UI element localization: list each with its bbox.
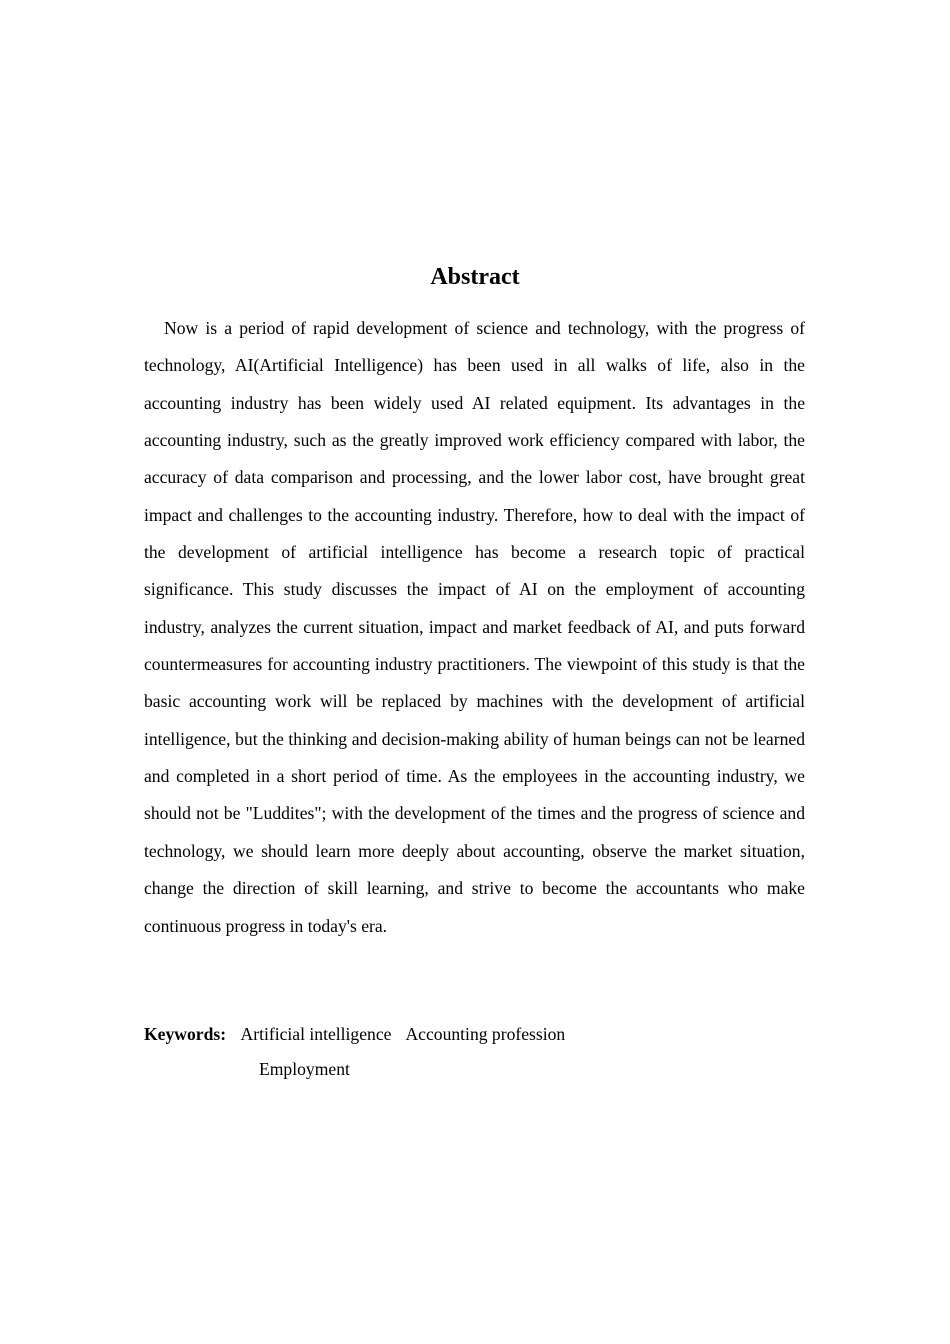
keywords-section <box>144 1020 805 1079</box>
keywords-label: Keywords: <box>144 1024 227 1044</box>
abstract-title: Abstract <box>430 264 520 290</box>
keyword-item: Employment <box>259 1059 350 1079</box>
keyword-item: Accounting profession <box>405 1024 566 1044</box>
abstract-paragraph: Now is a period of rapid development of science and technology, with the progress of technology, AI(Artificial Intelligence) has been used in all walks of life, also in the accounting industry has been widely used AI related equipment. Its advantages in the accounting industry, such as the greatly improved work efficiency compared with labor, the accuracy of data comparison and processing, and the lower labor cost, have brought great impact and challenges to the accounting industry. Therefore, how to deal with the impact of the development of artificial intelligence has become a research topic of practical significance. This study discusses the impact of AI on the employment of accounting industry, analyzes the current situation, impact and market feedback of AI, and puts forward countermeasures for accounting industry practitioners. The viewpoint of this study is that the basic accounting work will be replaced by machines with the development of artificial intelligence, but the thinking and decision-making ability of human beings can not be learned and completed in a short period of time. As the employees in the accounting industry, we should not be "Luddites"; with the development of the times and the progress of science and technology, we should learn more deeply about accounting, observe the market situation, change the direction of skill learning, and strive to become the accountants who make continuous progress in today's era. <box>144 318 805 936</box>
keywords-first-line <box>144 1020 805 1048</box>
keyword-item: Artificial intelligence <box>240 1024 392 1044</box>
